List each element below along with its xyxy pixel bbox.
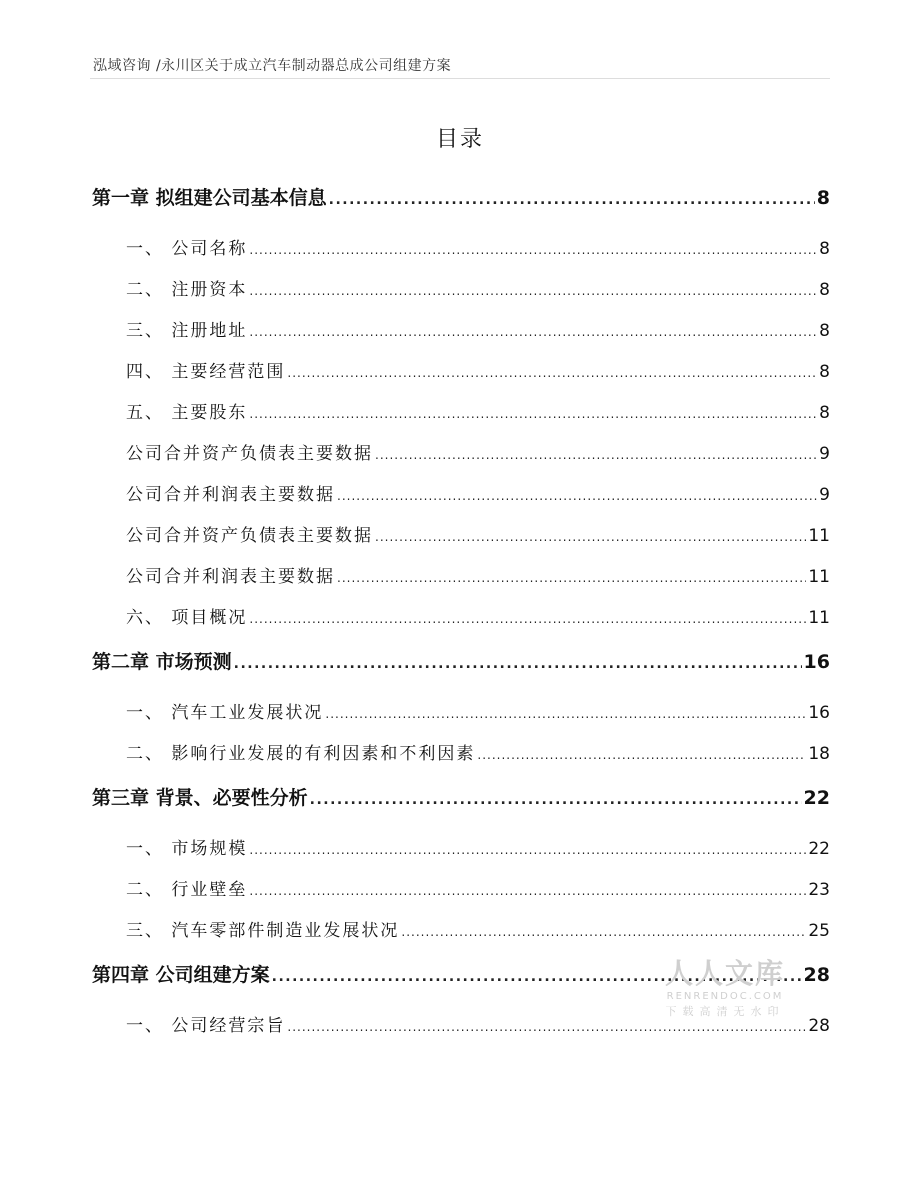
toc-page-number: 9	[819, 444, 830, 464]
toc-entry-label: 一、 市场规模	[126, 839, 248, 859]
dot-leader	[337, 476, 817, 517]
toc-entry-label: 六、 项目概况	[126, 608, 248, 628]
toc-entry-label: 公司合并利润表主要数据	[126, 567, 335, 587]
toc-entry-label: 二、 行业壁垒	[126, 880, 248, 900]
toc-entry-label: 三、 注册地址	[126, 321, 248, 341]
toc-section[interactable]	[92, 911, 830, 952]
toc-page-number: 11	[808, 567, 830, 587]
toc-entry-label: 四、 主要经营范围	[126, 362, 286, 382]
toc-page-number: 16	[803, 651, 830, 673]
toc-page-number: 22	[808, 839, 830, 859]
toc-section[interactable]	[92, 829, 830, 870]
toc-entry-label: 公司合并资产负债表主要数据	[126, 444, 373, 464]
toc-section[interactable]	[92, 352, 830, 393]
dot-leader	[249, 394, 817, 435]
toc-entry-label: 二、 注册资本	[126, 280, 248, 300]
toc-section[interactable]	[92, 393, 830, 434]
toc-page-number: 23	[808, 880, 830, 900]
dot-leader	[249, 230, 817, 271]
toc-page-number: 9	[819, 485, 830, 505]
toc-page-number: 8	[819, 280, 830, 300]
dot-leader	[477, 735, 806, 776]
toc-chapter-1[interactable]	[92, 175, 830, 221]
toc-page-number: 8	[816, 187, 830, 209]
page-header: 泓域咨询 /永川区关于成立汽车制动器总成公司组建方案	[93, 58, 452, 74]
toc-chapter-3[interactable]	[92, 775, 830, 821]
toc-page-number: 8	[819, 362, 830, 382]
toc-section[interactable]	[92, 270, 830, 311]
toc-entry-label: 第二章 市场预测	[92, 651, 232, 673]
watermark	[650, 958, 800, 1020]
toc-entry-label: 第三章 背景、必要性分析	[92, 787, 308, 809]
dot-leader	[249, 312, 817, 353]
toc-title: 目录	[435, 127, 484, 152]
toc-section[interactable]	[92, 475, 830, 516]
header-divider	[90, 78, 830, 79]
toc-entry-label: 三、 汽车零部件制造业发展状况	[126, 921, 400, 941]
toc-page-number: 22	[803, 787, 830, 809]
toc-page-number: 11	[808, 608, 830, 628]
dot-leader	[375, 517, 806, 558]
toc-chapter-2[interactable]	[92, 639, 830, 685]
toc-page-number: 28	[803, 964, 830, 986]
toc-section[interactable]	[92, 229, 830, 270]
watermark-tagline: 下载高清无水印	[665, 1005, 785, 1018]
toc-page-number: 8	[819, 403, 830, 423]
toc-section[interactable]	[92, 870, 830, 911]
toc-section[interactable]	[92, 734, 830, 775]
dot-leader	[249, 830, 806, 871]
toc-entry-label: 一、 公司名称	[126, 239, 248, 259]
toc-entry-label: 第四章 公司组建方案	[92, 964, 270, 986]
toc-page-number: 18	[808, 744, 830, 764]
toc-page-number: 25	[808, 921, 830, 941]
toc-section[interactable]	[92, 693, 830, 734]
toc-page-number: 28	[808, 1016, 830, 1036]
dot-leader	[401, 912, 806, 953]
toc-page-number: 8	[819, 239, 830, 259]
toc-section[interactable]	[92, 598, 830, 639]
watermark-url: RENRENDOC.COM	[666, 991, 784, 1002]
dot-leader	[249, 599, 806, 640]
toc-entry-label: 二、 影响行业发展的有利因素和不利因素	[126, 744, 476, 764]
toc-entry-label: 一、 汽车工业发展状况	[126, 703, 324, 723]
toc-entry-label: 公司合并利润表主要数据	[126, 485, 335, 505]
toc-section[interactable]	[92, 516, 830, 557]
toc-entry-label: 公司合并资产负债表主要数据	[126, 526, 373, 546]
dot-leader	[325, 694, 806, 735]
dot-leader	[329, 177, 815, 223]
dot-leader	[337, 558, 806, 599]
dot-leader	[375, 435, 817, 476]
table-of-contents	[92, 175, 830, 1047]
toc-entry-label: 第一章 拟组建公司基本信息	[92, 187, 327, 209]
toc-page-number: 16	[808, 703, 830, 723]
toc-entry-label: 五、 主要股东	[126, 403, 248, 423]
dot-leader	[249, 271, 817, 312]
dot-leader	[287, 353, 817, 394]
toc-section[interactable]	[92, 434, 830, 475]
toc-section[interactable]	[92, 311, 830, 352]
dot-leader	[249, 871, 806, 912]
toc-page-number: 11	[808, 526, 830, 546]
dot-leader	[310, 777, 802, 823]
toc-page-number: 8	[819, 321, 830, 341]
watermark-logo-text: 人人文库	[664, 957, 785, 990]
toc-entry-label: 一、 公司经营宗旨	[126, 1016, 286, 1036]
toc-section[interactable]	[92, 557, 830, 598]
dot-leader	[234, 641, 802, 687]
